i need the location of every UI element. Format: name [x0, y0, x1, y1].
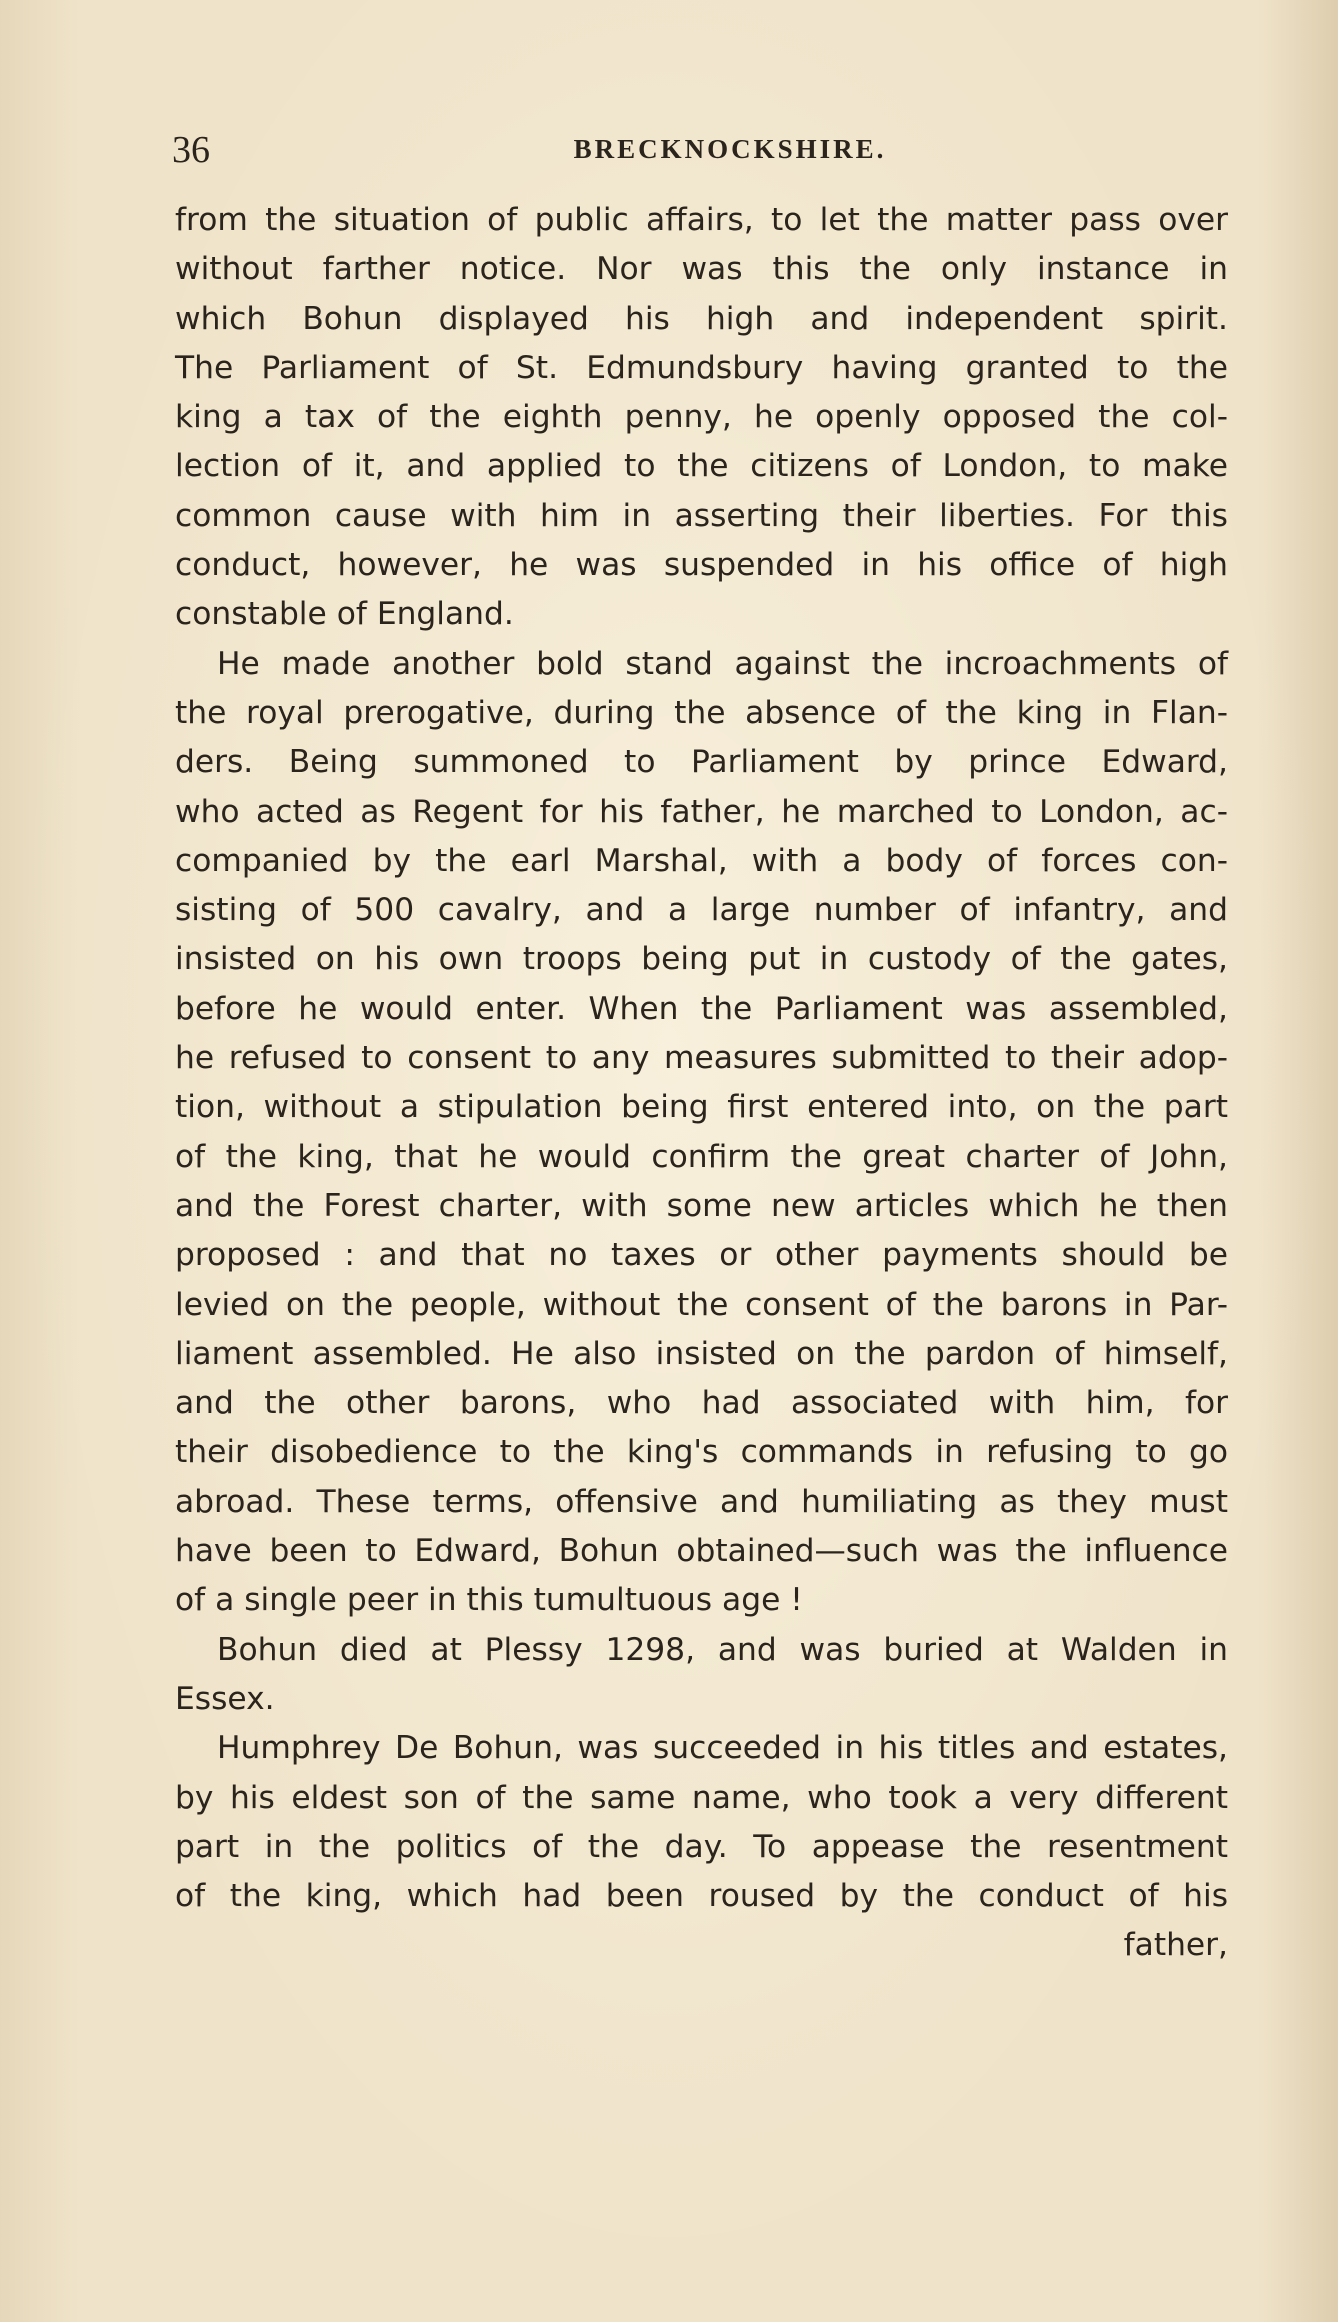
text-line: before he would enter. When the Parliament was assembled, — [175, 990, 1228, 1027]
text-line: He made another bold stand against the incroachments of — [217, 645, 1228, 682]
text-line: and the other barons, who had associated with him, for — [175, 1385, 1228, 1422]
running-head: BRECKNOCKSHIRE. — [573, 134, 887, 164]
text-line: by his eldest son of the same name, who took a very different — [175, 1779, 1228, 1816]
text-line: of the king, which had been roused by the conduct of his — [175, 1878, 1228, 1915]
text-line: of a single peer in this tumultuous age ! — [175, 1582, 803, 1619]
text-line: insisted on his own troops being put in custody of the gates, — [175, 941, 1228, 978]
text-line: king a tax of the eighth penny, he openly opposed the col- — [175, 399, 1228, 436]
text-line: abroad. These terms, offensive and humiliating as they must — [175, 1483, 1228, 1520]
text-line: which Bohun displayed his high and independent spirit. — [175, 300, 1228, 337]
text-line: have been to Edward, Bohun obtained—such was the influence — [175, 1533, 1228, 1570]
text-line: he refused to consent to any measures submitted to their adop- — [175, 1040, 1228, 1077]
text-line: without farther notice. Nor was this the only instance in — [175, 251, 1228, 288]
text-line: of the king, that he would confirm the great charter of John, — [175, 1138, 1228, 1175]
text-line: the royal prerogative, during the absence of the king in Flan- — [175, 694, 1228, 731]
text-line: from the situation of public affairs, to let the matter pass over — [175, 202, 1228, 238]
page-header — [170, 118, 1250, 178]
text-line: The Parliament of St. Edmundsbury having granted to the — [175, 349, 1228, 386]
text-line: lection of it, and applied to the citizens of London, to make — [175, 448, 1228, 485]
text-line: Essex. — [175, 1680, 275, 1717]
text-line: constable of England. — [175, 596, 514, 633]
text-line: Bohun died at Plessy 1298, and was buried at Walden in — [217, 1631, 1228, 1668]
text-line: ders. Being summoned to Parliament by prince Edward, — [175, 744, 1228, 781]
page-number: 36 — [172, 129, 210, 171]
text-line: liament assembled. He also insisted on the pardon of himself, — [175, 1335, 1228, 1372]
text-line: and the Forest charter, with some new articles which he then — [175, 1187, 1228, 1224]
text-line: Humphrey De Bohun, was succeeded in his titles and estates, — [217, 1730, 1228, 1767]
text-line: tion, without a stipulation being first entered into, on the part — [175, 1089, 1228, 1126]
body-text — [175, 196, 1228, 1971]
text-line: levied on the people, without the consent of the barons in Par- — [175, 1286, 1228, 1323]
catchword: father, — [1123, 1927, 1228, 1964]
text-line: common cause with him in asserting their liberties. For this — [175, 497, 1228, 534]
text-line: companied by the earl Marshal, with a body of forces con- — [175, 842, 1228, 879]
text-line: their disobedience to the king's commands in refusing to go — [175, 1434, 1228, 1471]
text-line: part in the politics of the day. To appease the resentment — [175, 1828, 1228, 1865]
text-line: who acted as Regent for his father, he marched to London, ac- — [175, 793, 1228, 830]
text-line: sisting of 500 cavalry, and a large number of infantry, and — [175, 892, 1228, 929]
text-line: proposed : and that no taxes or other payments should be — [175, 1237, 1228, 1274]
text-line: conduct, however, he was suspended in his office of high — [175, 547, 1228, 584]
